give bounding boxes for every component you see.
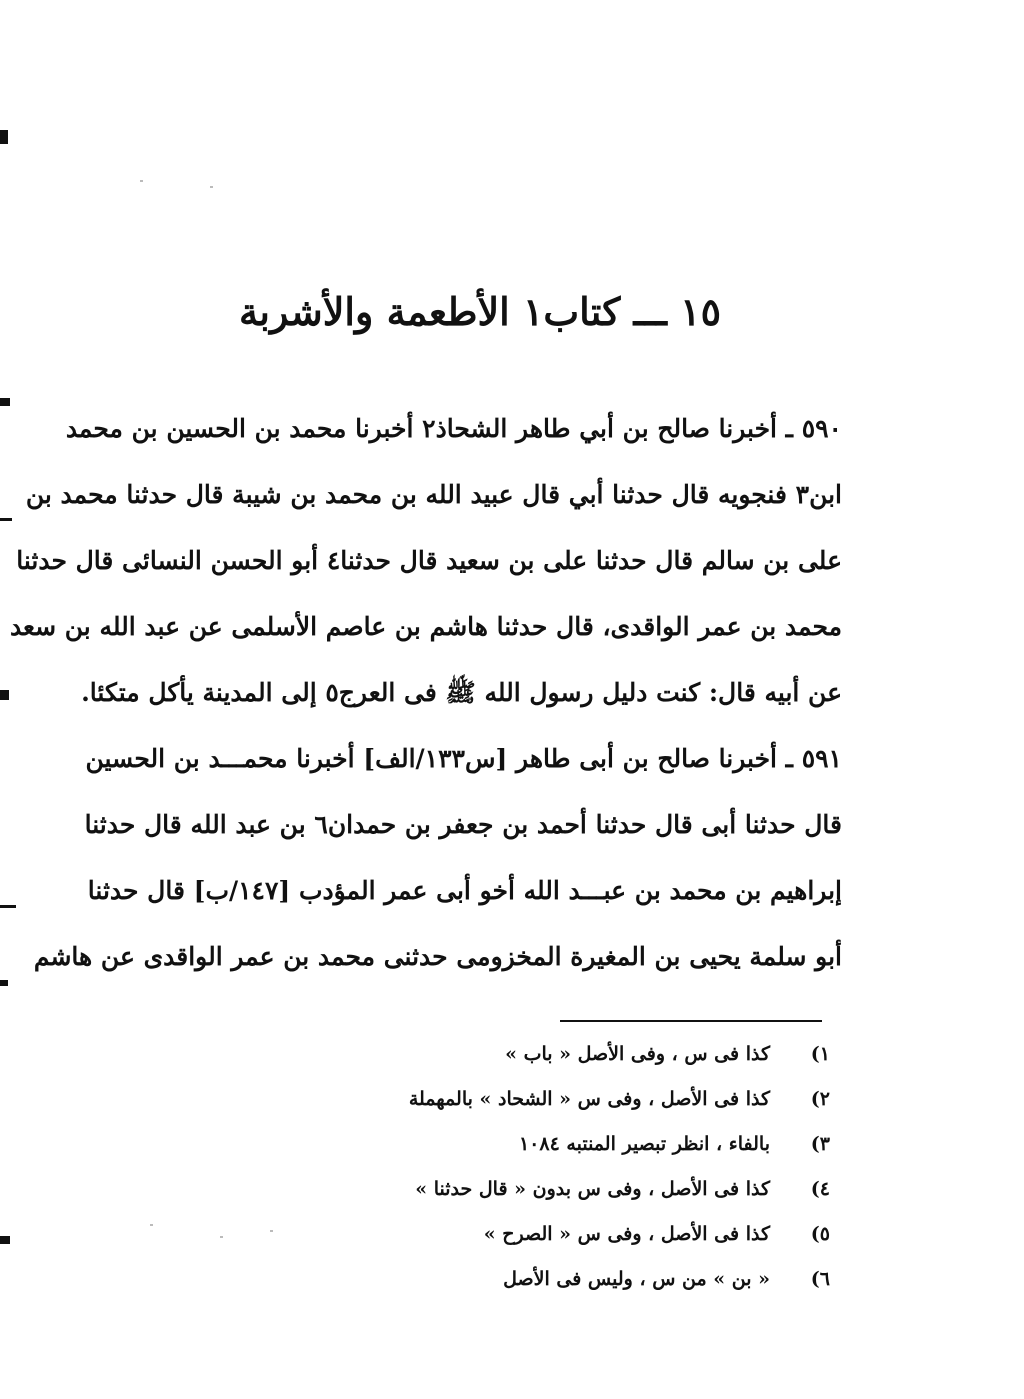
footnote-item — [340, 1122, 830, 1167]
scan-speck — [210, 186, 213, 188]
footnote-separator — [560, 1020, 822, 1022]
text-line: عن أبيه قال: كنت دليل رسول الله ﷺ فى العرج٥ إلى المدينة يأكل متكئا. — [81, 678, 842, 707]
footnote-text: كذا فى الأصل ، وفى س بدون « قال حدثنا » — [415, 1178, 770, 1200]
text-line: ابن٣ فنجويه قال حدثنا أبي قال عبيد الله بن محمد بن شيبة قال حدثنا محمد بن — [25, 480, 842, 509]
scan-edge-mark — [0, 980, 8, 986]
text-line: إبراهيم بن محمد بن عبـــد الله أخو أبى عمر المؤدب [١٤٧/ب] قال حدثنا — [87, 876, 842, 905]
footnote-number: ٤) — [810, 1178, 830, 1200]
text-line: أبو سلمة يحيى بن المغيرة المخزومى حدثنى محمد بن عمر الواقدى عن هاشم — [33, 942, 842, 971]
text-line: قال حدثنا أبى قال حدثنا أحمد بن جعفر بن حمدان٦ بن عبد الله قال حدثنا — [84, 810, 842, 839]
footnote-item — [340, 1077, 830, 1122]
footnote-item — [340, 1032, 830, 1077]
footnote-number: ٢) — [810, 1088, 830, 1110]
footnote-number: ٦) — [810, 1268, 830, 1290]
scan-edge-mark — [0, 1236, 10, 1244]
text-line: محمد بن عمر الواقدى، قال حدثنا هاشم بن عاصم الأسلمى عن عبد الله بن سعد — [9, 612, 842, 641]
scan-speck — [270, 1230, 273, 1232]
footnote-item — [340, 1167, 830, 1212]
text-line: على بن سالم قال حدثنا على بن سعيد قال حدثنا٤ أبو الحسن النسائى قال حدثنا — [16, 546, 842, 575]
footnotes — [340, 1032, 830, 1302]
scan-edge-mark — [0, 690, 9, 700]
footnote-item — [340, 1212, 830, 1257]
text-line: ٥٩١ ـ أخبرنا صالح بن أبى طاهر [س١٣٣/الف] أخبرنا محمـــد بن الحسين — [85, 744, 842, 773]
scan-edge-mark — [0, 518, 12, 521]
footnote-number: ١) — [810, 1043, 830, 1065]
text-line: ٥٩٠ ـ أخبرنا صالح بن أبي طاهر الشحاذ٢ أخبرنا محمد بن الحسين بن محمد — [65, 414, 842, 443]
footnote-text: كذا فى الأصل ، وفى س « الصرح » — [483, 1223, 770, 1245]
scan-speck — [140, 180, 143, 182]
chapter-title: ١٥ ـــ كتاب١ الأطعمة والأشربة — [239, 289, 721, 334]
footnote-text: كذا فى س ، وفى الأصل « باب » — [505, 1043, 770, 1065]
body-text — [9, 396, 842, 990]
footnote-number: ٣) — [810, 1133, 830, 1155]
scan-edge-mark — [0, 905, 16, 908]
scan-speck — [220, 1236, 223, 1238]
scan-edge-mark — [0, 130, 8, 144]
footnote-number: ٥) — [810, 1223, 830, 1245]
footnote-text: « بن » من س ، وليس فى الأصل — [503, 1268, 770, 1290]
footnote-text: كذا فى الأصل ، وفى س « الشحاد » بالمهملة — [408, 1088, 770, 1110]
scan-edge-mark — [0, 398, 10, 406]
footnote-item — [340, 1257, 830, 1302]
footnote-text: بالفاء ، انظر تبصير المنتبه ١٠٨٤ — [518, 1133, 770, 1155]
scan-speck — [150, 1224, 153, 1226]
